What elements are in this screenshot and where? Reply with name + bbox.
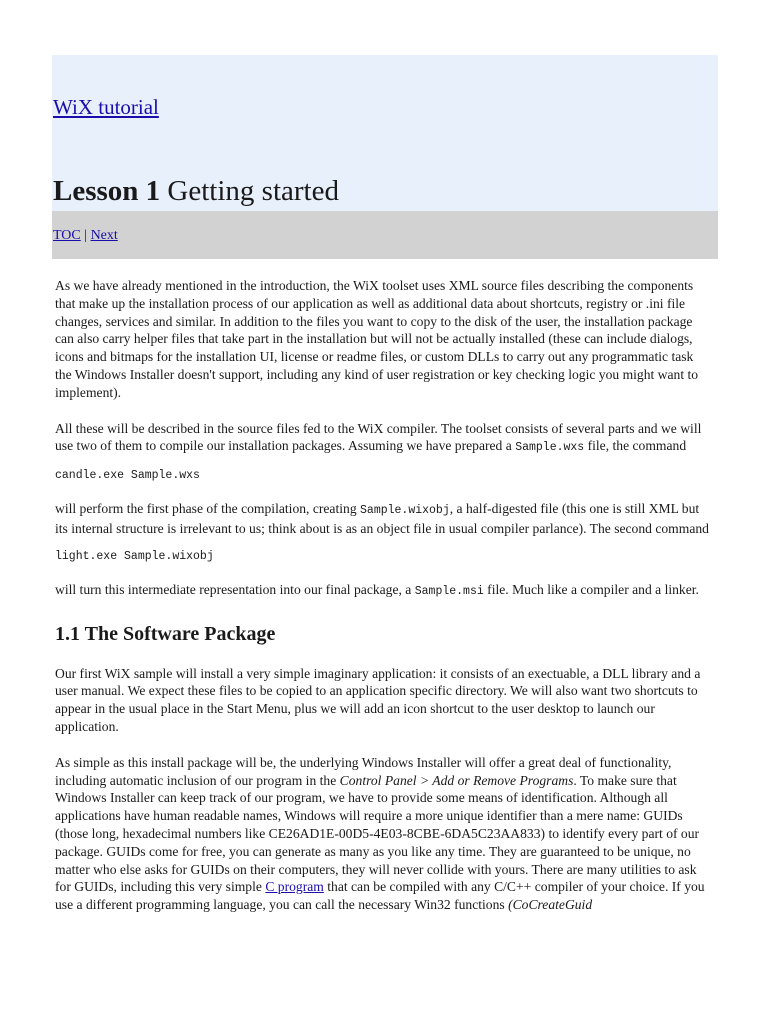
- page-title: [53, 175, 339, 208]
- p4-text-a: will turn this intermediate representation into our final package, a: [55, 581, 415, 597]
- lesson-title-text: Getting started: [167, 175, 339, 207]
- p2-text-a: All these will be described in the source files fed to the WiX compiler. The toolset consists of several parts and we will use two of them to compile our installation packages. Assuming we have prepared a: [55, 420, 702, 454]
- nav-separator: |: [84, 228, 88, 243]
- paragraph-first-sample: Our first WiX sample will install a very simple imaginary application: it consists of an exectuable, a DLL library and a user manual. We expect these files to be copied to an application specific directory. We will also want two shortcuts to appear in the usual place in the Start Menu, plus we will add an icon shortcut to the user desktop to launch our application.: [55, 665, 701, 734]
- paragraph-guids: [55, 754, 713, 914]
- p6-emphasis-cocreateguid: (CoCreateGuid: [508, 897, 593, 913]
- p3-text-a: will perform the first phase of the compilation, creating: [55, 501, 361, 517]
- section-heading: 1.1 The Software Package: [55, 622, 276, 645]
- nav-bar: [52, 211, 718, 259]
- c-program-link[interactable]: C program: [265, 879, 324, 895]
- p6-text-a: As simple as this install package will be, the underlying Windows Installer will offer a great deal of functionality, including automatic inclusion of our program in the: [55, 754, 672, 788]
- paragraph-final-package: [55, 581, 713, 601]
- p3-text-b: , a half-digested file (this one is still XML but its internal structure is irrelevant to us; think about is as an object file in usual compiler parlance). The second command: [55, 501, 709, 536]
- paragraph-compiler: [55, 420, 713, 458]
- article-body: [55, 277, 713, 914]
- toc-link[interactable]: TOC: [53, 228, 81, 243]
- p6-text-b: . To make sure that Windows Installer can keep track of our program, we have to provide some means of identification. Although all applications have human readable names, Windows will require a more unique identifier than a mere name: GUIDs (those long, hexadecimal numbers like CE26AD1E-00D5-4E03-8CBE-6DA5C23AA833) to identify every part of our package. GUIDs come for free, you can generate as many as you like any time. They are guaranteed to be unique, no matter who else asks for GUIDs on their computers, they will never collide with yours. There are many utilities to ask for GUIDs, including this very simple: [55, 772, 700, 895]
- paragraph-intro: As we have already mentioned in the introduction, the WiX toolset uses XML source files describing the components that make up the installation process of our application as well as additional data about shortcuts, registry or .ini file changes, services and similar. In addition to the files you want to copy to the disk of the user, the installation package can also carry helper files that take part in the installation but will not be actually installed (these can include dialogs, icons and bitmaps for the installation UI, license or readme files, or custom DLLs to carry out any programmatic task the Windows Installer doesn't support, including any kind of user registration or key checking logic you might want to implement).: [55, 278, 699, 400]
- paragraph-first-phase: [55, 500, 713, 538]
- next-link[interactable]: Next: [90, 228, 118, 243]
- p2-text-b: file, the command: [584, 438, 687, 454]
- nav-links: [53, 228, 118, 244]
- code-light: light.exe Sample.wixobj: [55, 549, 214, 563]
- p6-text-c: that can be compiled with any C/C++ compiler of your choice. If you use a different programming language, you can call the necessary Win32 functions: [55, 879, 705, 913]
- page-header: [52, 55, 718, 211]
- code-candle: candle.exe Sample.wxs: [55, 469, 200, 483]
- inline-code-sample-wxs: Sample.wxs: [515, 441, 585, 455]
- p4-text-b: file. Much like a compiler and a linker.: [483, 581, 699, 597]
- lesson-label: Lesson 1: [53, 175, 161, 207]
- wix-tutorial-link[interactable]: WiX tutorial: [53, 95, 159, 119]
- inline-code-sample-msi: Sample.msi: [414, 584, 484, 598]
- p6-emphasis-control-panel: Control Panel > Add or Remove Programs: [339, 772, 574, 788]
- inline-code-sample-wixobj: Sample.wixobj: [360, 504, 450, 518]
